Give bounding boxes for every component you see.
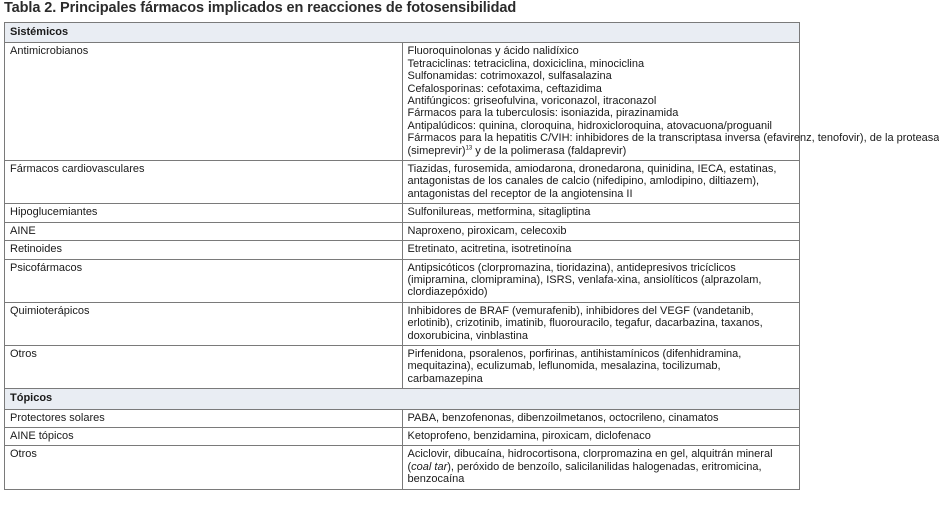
table-row (5, 161, 800, 204)
drug-line: Antifúngicos: griseofulvina, voriconazol, itraconazol (407, 95, 657, 108)
hepatitis-text-pre: (simeprevir) (407, 144, 466, 157)
drug-line: Fármacos para la hepatitis C/VIH: inhibidores de la transcriptasa inversa (efavirenz, tenofovir), de la proteasa (407, 132, 939, 145)
category-cell: AINE (5, 222, 403, 240)
drug-text-post: ), peróxido de benzoílo, salicilanilidas halogenadas, eritromicina, benzocaína (407, 460, 762, 486)
drugs-cell: Pirfenidona, psoralenos, porfirinas, antihistamínicos (difenhidramina, mequitazina), eculizumab, leflunomida, mesalazina, tocilizumab, carbamazepina (402, 345, 800, 388)
drug-line: Fármacos para la tuberculosis: isoniazida, pirazinamida (407, 107, 679, 120)
reference-superscript: 13 (465, 145, 473, 151)
category-cell: AINE tópicos (5, 427, 403, 445)
drug-line: Cefalosporinas: cefotaxima, ceftazidima (407, 82, 602, 95)
category-cell: Otros (5, 345, 403, 388)
table-row (5, 446, 800, 489)
section-label: Tópicos (5, 389, 800, 409)
drugs-cell: Ketoprofeno, benzidamina, piroxicam, diclofenaco (402, 427, 800, 445)
drugs-cell: PABA, benzofenonas, dibenzoilmetanos, octocrileno, cinamatos (402, 409, 800, 427)
table-row (5, 302, 800, 345)
drug-line: Antipalúdicos: quinina, cloroquina, hidroxicloroquina, atovacuona/proguanil (407, 119, 772, 132)
section-header-topicos (5, 389, 800, 409)
table-row (5, 345, 800, 388)
drug-text-italic: coal tar (411, 460, 448, 473)
category-cell: Hipoglucemiantes (5, 204, 403, 222)
photosensitivity-drug-table (4, 22, 939, 490)
category-cell: Protectores solares (5, 409, 403, 427)
drugs-cell: Naproxeno, piroxicam, celecoxib (402, 222, 800, 240)
drugs-cell (402, 446, 800, 489)
table-row (5, 241, 800, 259)
table-row (5, 43, 800, 161)
table-row (5, 259, 800, 302)
drugs-cell (402, 43, 939, 161)
drug-line: Tetraciclinas: tetraciclina, doxiciclina, minociclina (407, 57, 645, 70)
drug-line: Fluoroquinolonas y ácido nalidíxico (407, 45, 579, 58)
hepatitis-text-post: y de la polimerasa (faldaprevir) (472, 144, 627, 157)
category-cell: Otros (5, 446, 403, 489)
section-header-sistemicos (5, 23, 800, 43)
drug-text-pre: Aciclovir, dibucaína, hidrocortisona, clorpromazina en gel, alquitrán mineral ( (407, 448, 773, 473)
drugs-cell: Inhibidores de BRAF (vemurafenib), inhibidores del VEGF (vandetanib, erlotinib), crizotinib, imatinib, fluorouracilo, tegafur, dacarbazina, taxanos, doxorubicina, vinblastina (402, 302, 800, 345)
drugs-cell: Sulfonilureas, metformina, sitagliptina (402, 204, 800, 222)
drugs-cell: Etretinato, acitretina, isotretinoína (402, 241, 800, 259)
table-row (5, 427, 800, 445)
table-title: Tabla 2. Principales fármacos implicados en reacciones de fotosensibilidad (4, 0, 517, 16)
drugs-cell: Tiazidas, furosemida, amiodarona, dronedarona, quinidina, IECA, estatinas, antagonistas de los canales de calcio (nifedipino, amlodipino, diltiazem), antagonistas del receptor de la angiotensina II (402, 161, 800, 204)
category-cell: Fármacos cardiovasculares (5, 161, 403, 204)
table-row (5, 222, 800, 240)
drug-line: Sulfonamidas: cotrimoxazol, sulfasalazina (407, 70, 612, 83)
drugs-cell: Antipsicóticos (clorpromazina, tioridazina), antidepresivos tricíclicos (imipramina, clomipramina), ISRS, venlafa-xina, ansiolíticos (alprazolam, clordiazepóxido) (402, 259, 800, 302)
section-label: Sistémicos (5, 23, 800, 43)
table-row (5, 204, 800, 222)
table-row (5, 409, 800, 427)
drug-line (408, 145, 796, 157)
category-cell: Retinoides (5, 241, 403, 259)
category-cell: Quimioterápicos (5, 302, 403, 345)
category-cell: Antimicrobianos (5, 43, 403, 161)
category-cell: Psicofármacos (5, 259, 403, 302)
